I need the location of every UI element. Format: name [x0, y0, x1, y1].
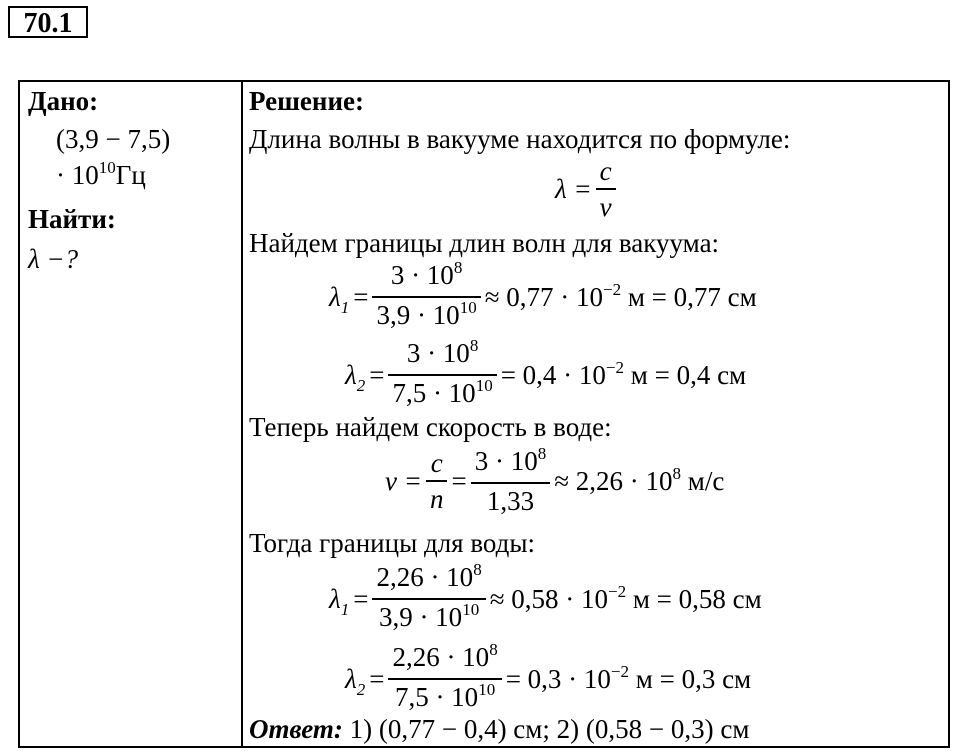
solution-text-1: Длина волны в вакууме находится по формуле:	[249, 124, 791, 154]
formula-speed-in-water: v = $\frac{c}{n}$ = $\frac{3 \cdot 10^8}{1,33}$ ≈ $2,26 \cdot 10^8$ м/с	[385, 444, 725, 516]
formula-lambda2-vacuum: $\lambda_2$ = $\frac{3 \cdot 10^8}{7,5 \cdot 10^{10}}$ = $0,4 \cdot 10^{-2}$ м = 0,4 см	[345, 336, 747, 408]
formula-lambda1-water: $\lambda_1$ = $\frac{2,26 \cdot 10^8}{3,9 \cdot 10^{10}}$ ≈ $0,58 \cdot 10^{-2}$ м = 0,58 см	[329, 560, 762, 632]
answer-label: Ответ:	[249, 714, 343, 744]
formula-wavelength: λ = $\frac{c}{\nu}$	[553, 154, 618, 224]
solution-column	[243, 82, 948, 746]
solution-text-4: Тогда границы для воды:	[249, 528, 536, 558]
given-frequency-range: (3,9 − 7,5)	[56, 124, 171, 154]
find-value: λ −?	[28, 244, 79, 274]
find-header: Найти:	[28, 204, 116, 234]
solution-text-3: Теперь найдем скорость в воде:	[249, 412, 612, 442]
solution-text-2: Найдем границы длин волн для вакуума:	[249, 228, 720, 258]
formula-lambda2-water: $\lambda_2$ = $\frac{2,26 \cdot 10^8}{7,5 \cdot 10^{10}}$ = $0,3 \cdot 10^{-2}$ м = 0,3 см	[345, 640, 752, 712]
answer-text: 1) (0,77 − 0,4) см; 2) (0,58 − 0,3) см	[342, 714, 750, 744]
given-column	[20, 82, 241, 746]
given-header: Дано:	[28, 86, 99, 116]
solution-table	[18, 80, 950, 748]
given-frequency-multiplier: · $10^{10}Гц$	[56, 158, 146, 190]
answer-line	[249, 714, 749, 745]
formula-lambda1-vacuum: $\lambda_1$ = $\frac{3 \cdot 10^8}{3,9 \cdot 10^{10}}$ ≈ $0,77 \cdot 10^{-2}$ м = 0,77 см	[329, 258, 757, 330]
solution-header: Решение:	[249, 86, 364, 116]
problem-number: 70.1	[8, 6, 88, 38]
